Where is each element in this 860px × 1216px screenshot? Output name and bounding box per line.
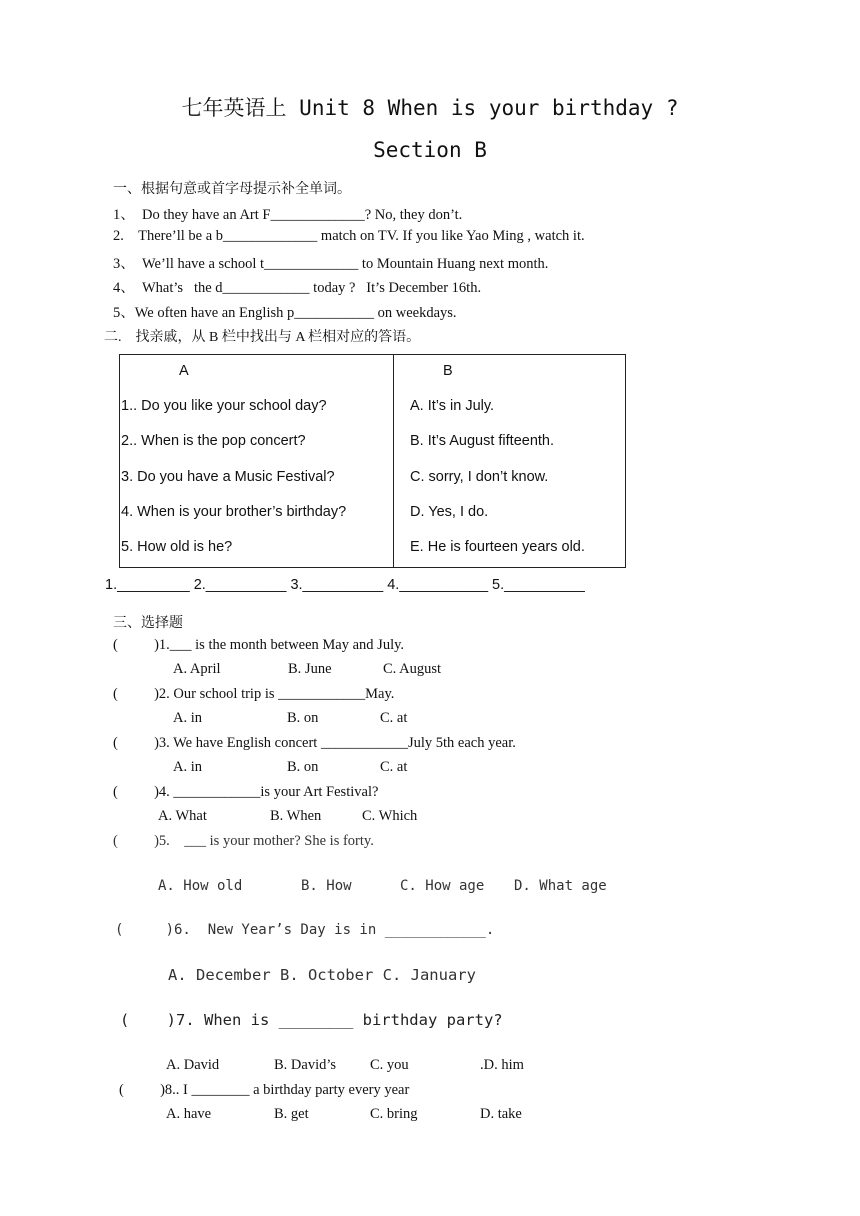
option: C. Which <box>362 808 418 824</box>
option: A. David <box>166 1057 220 1073</box>
question-7: ( )7. When is ________ birthday party? <box>120 1011 503 1029</box>
col-b-item: C. sorry, I don’t know. <box>410 469 549 485</box>
col-a-item: 5. How old is he? <box>121 539 233 555</box>
col-a-item: 3. Do you have a Music Festival? <box>121 469 335 485</box>
part1-item: 3、 We’ll have a school t_____________ to Mountain Huang next month. <box>113 256 549 272</box>
page-title: 七年英语上 Unit 8 When is your birthday ? <box>181 96 679 120</box>
option: D. What age <box>514 878 607 894</box>
option: A. What <box>158 808 207 824</box>
col-b-item: E. He is fourteen years old. <box>410 539 585 555</box>
option: B. on <box>287 710 319 726</box>
part2-heading: 二. 找亲戚，从 B 栏中找出与 A 栏相对应的答语。 <box>104 330 421 345</box>
col-b-header: B <box>443 363 453 379</box>
question-6: ( )6. New Year’s Day is in ____________. <box>115 922 495 938</box>
option: B. June <box>288 661 332 677</box>
question-1: ( )1.___ is the month between May and July. <box>113 637 405 653</box>
col-b-item: A. It’s in July. <box>410 398 495 414</box>
option: B. on <box>287 759 319 775</box>
col-a-item: 4. When is your brother’s birthday? <box>121 504 347 520</box>
part1-item: 2. There’ll be a b_____________ match on TV. If you like Yao Ming , watch it. <box>113 228 585 244</box>
col-a-item: 1.. Do you like your school day? <box>121 398 327 414</box>
part1-heading: 一、根据句意或首字母提示补全单词。 <box>113 182 351 197</box>
option: A. April <box>173 661 221 677</box>
question-3: ( )3. We have English concert ____________July 5th each year. <box>113 735 516 751</box>
answer-line: 1._________ 2.__________ 3.__________ 4.___________ 5.__________ <box>105 577 585 593</box>
option: D. take <box>480 1106 522 1122</box>
option: .D. him <box>480 1057 524 1073</box>
option: C. bring <box>370 1106 418 1122</box>
part3-heading: 三、选择题 <box>113 616 183 631</box>
col-a-item: 2.. When is the pop concert? <box>121 433 306 449</box>
option: B. David’s <box>274 1057 337 1073</box>
option: A. in <box>173 759 202 775</box>
option: A. in <box>173 710 202 726</box>
col-a-header: A <box>179 363 189 379</box>
part1-item: 1、 Do they have an Art F_____________? No, they don’t. <box>113 207 463 223</box>
option: B. get <box>274 1106 309 1122</box>
question-4: ( )4. ____________is your Art Festival? <box>113 784 379 800</box>
matching-table <box>119 354 626 568</box>
option: C. at <box>380 759 408 775</box>
part1-item: 5、We often have an English p___________ on weekdays. <box>113 305 457 321</box>
col-b-item: D. Yes, I do. <box>410 504 489 520</box>
option: B. How <box>301 878 352 894</box>
option: C. at <box>380 710 408 726</box>
option: A. How old <box>158 878 243 894</box>
option: A. have <box>166 1106 212 1122</box>
option: C. you <box>370 1057 409 1073</box>
question-8: ( )8.. I ________ a birthday party every year <box>119 1082 410 1098</box>
options-6: A. December B. October C. January <box>168 966 476 984</box>
table-divider <box>393 355 394 567</box>
part1-item: 4、 What’s the d____________ today ? It’s December 16th. <box>113 280 482 296</box>
question-2: ( )2. Our school trip is ____________May. <box>113 686 395 702</box>
page-subtitle: Section B <box>373 138 487 162</box>
col-b-item: B. It’s August fifteenth. <box>410 433 555 449</box>
option: C. How age <box>400 878 485 894</box>
option: C. August <box>383 661 442 677</box>
option: B. When <box>270 808 322 824</box>
question-5: ( )5. ___ is your mother? She is forty. <box>113 833 374 849</box>
